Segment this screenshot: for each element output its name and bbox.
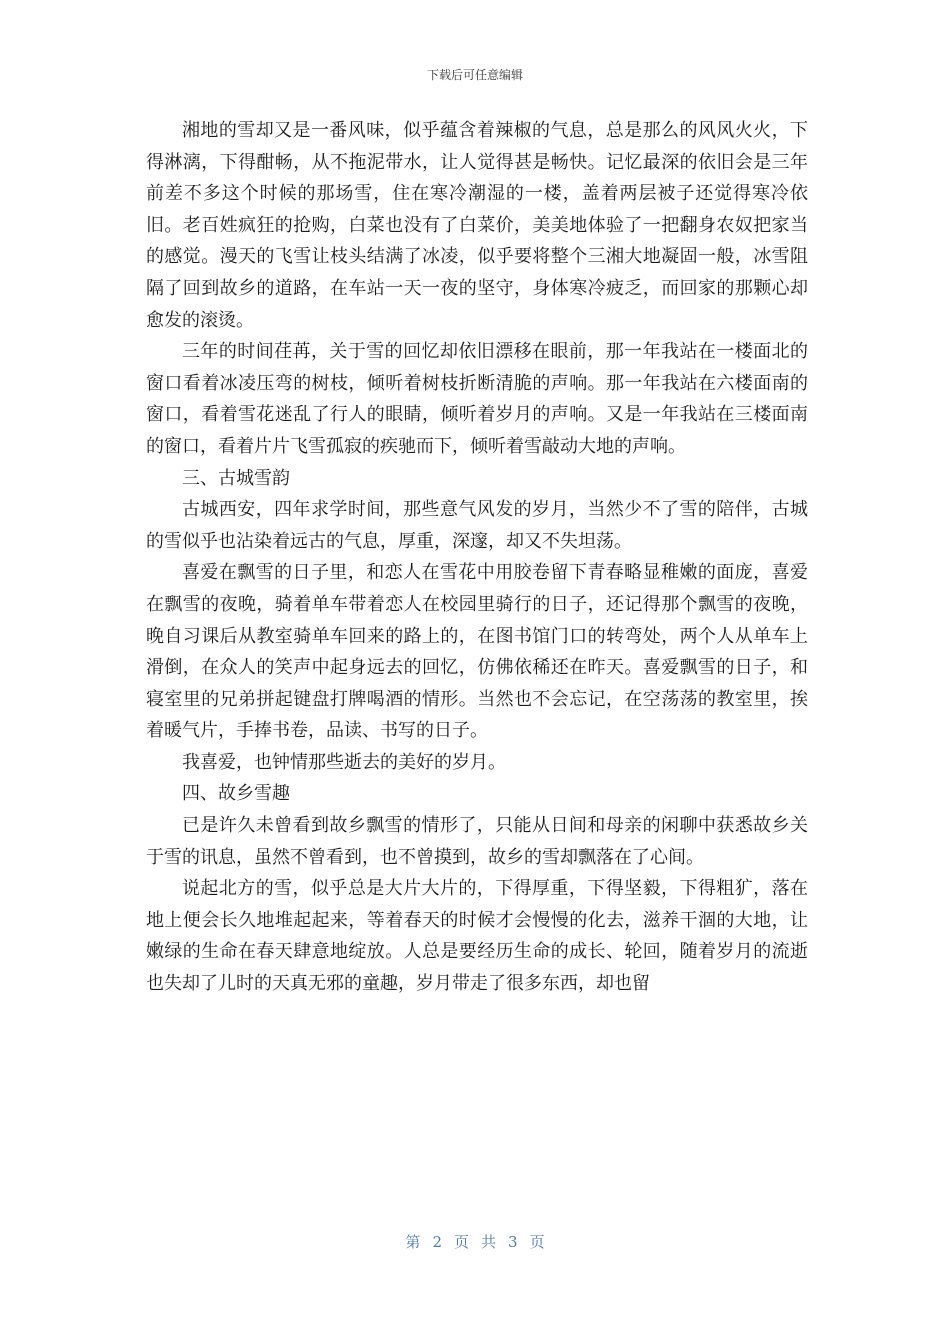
footer-gong: 共	[481, 1233, 497, 1251]
paragraph-hometown-news: 已是许久未曾看到故乡飘雪的情形了，只能从日间和母亲的闲聊中获悉故乡关于雪的讯息，虽然不曾看到，也不曾摸到，故乡的雪却飘落在了心间。	[146, 815, 808, 868]
footer-total-pages: 3	[508, 1233, 518, 1251]
section-heading-hometown: 四、故乡雪趣	[182, 783, 290, 805]
paragraph-three-years: 三年的时间荏苒，关于雪的回忆却依旧漂移在眼前，那一年我站在一楼面北的窗口看着冰凌压弯的树枝，倾听着树枝折断清脆的声响。那一年我站在六楼面南的窗口，看着雪花迷乱了行人的眼睛，倾听着岁月的声响。又是一年我站在三楼面南的窗口，看着片片飞雪孤寂的疾驰而下，倾听着雪敲动大地的声响。	[146, 341, 808, 457]
page-header	[0, 66, 950, 83]
paragraph-love-snow-days: 喜爱在飘雪的日子里，和恋人在雪花中用胶卷留下青春略显稚嫩的面庞，喜爱在飘雪的夜晚，骑着单车带着恋人在校园里骑行的日子，还记得那个飘雪的夜晚，晚自习课后从教室骑单车回来的路上的，在图书馆门口的转弯处，两个人从单车上滑倒，在众人的笑声中起身远去的回忆，仿佛依稀还在昨天。喜爱飘雪的日子，和寝室里的兄弟拼起键盘打牌喝酒的情形。当然也不会忘记，在空荡荡的教室里，挨着暖气片，手捧书卷，品读、书写的日子。	[146, 562, 808, 742]
paragraph-cherish-years: 我喜爱，也钟情那些逝去的美好的岁月。	[182, 751, 506, 773]
header-note: 下载后可任意编辑	[426, 68, 523, 82]
paragraph-northern-snow: 说起北方的雪，似乎总是大片大片的，下得厚重，下得坚毅，下得粗犷，落在地上便会长久地堆起起来，等着春天的时候才会慢慢的化去，滋养干涸的大地，让嫩绿的生命在春天肆意地绽放。人总是要经历生命的成长、轮回，随着岁月的流逝也失却了儿时的天真无邪的童趣，岁月带走了很多东西，却也留	[146, 878, 808, 995]
footer-page-number: 2	[432, 1233, 442, 1251]
paragraph-xian: 古城西安，四年求学时间，那些意气风发的岁月，当然少不了雪的陪伴，古城的雪似乎也沾染着远古的气息，厚重，深邃，却又不失坦荡。	[146, 499, 808, 552]
paragraph-xiang-snow: 湘地的雪却又是一番风味，似乎蕴含着辣椒的气息，总是那么的风风火火，下得淋漓，下得酣畅，从不拖泥带水，让人觉得甚是畅快。记忆最深的依旧会是三年前差不多这个时候的那场雪，住在寒冷潮湿的一楼，盖着两层被子还觉得寒冷依旧。老百姓疯狂的抢购，白菜也没有了白菜价，美美地体验了一把翻身农奴把家当的感觉。漫天的飞雪让枝头结满了冰凌，似乎要将整个三湘大地凝固一般，冰雪阻隔了回到故乡的道路，在车站一天一夜的坚守，身体寒冷疲乏，而回家的那颗心却愈发的滚烫。	[146, 120, 808, 331]
section-heading-ancient-city: 三、古城雪韵	[182, 467, 290, 489]
footer-di: 第	[405, 1233, 421, 1251]
footer-ye: 页	[453, 1233, 469, 1251]
document-body	[146, 115, 808, 1000]
footer-ye-2: 页	[529, 1233, 545, 1251]
page-footer	[0, 1231, 950, 1252]
